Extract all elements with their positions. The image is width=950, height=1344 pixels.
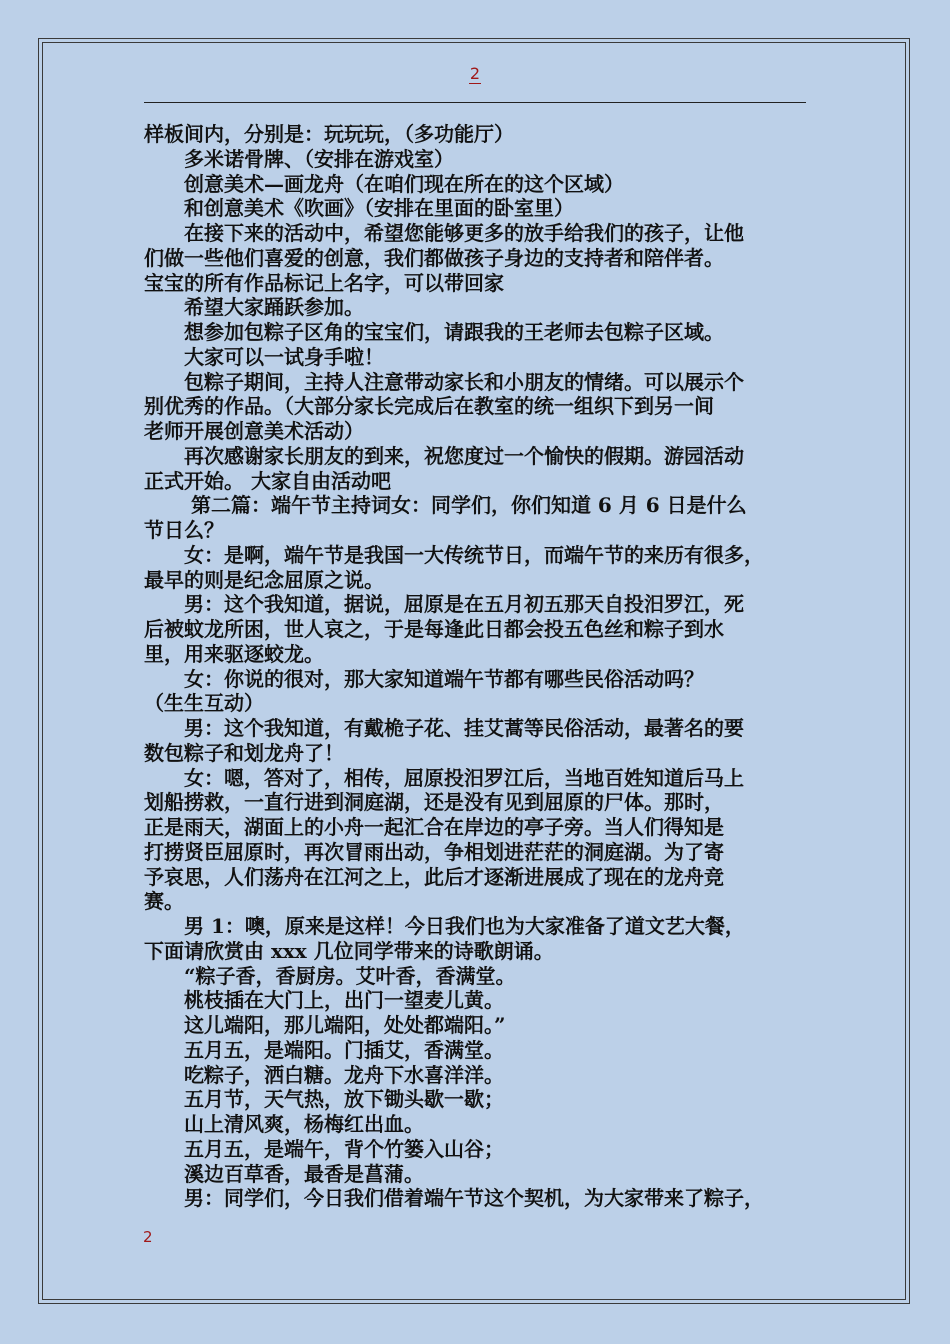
text-line: 老师开展创意美术活动） (144, 419, 364, 443)
text-line: 数包粽子和划龙舟了！ (144, 740, 344, 765)
text-line: 女：是啊，端午节是我国一大传统节日，而端午节的来历有很多， (144, 542, 764, 567)
text-line: 在接下来的活动中，希望您能够更多的放手给我们的孩子，让他 (144, 221, 744, 245)
text-line: 创意美术—画龙舟（在咱们现在所在的这个区域） (144, 171, 624, 196)
text-line: 予哀思，人们荡舟在江河之上，此后才逐渐进展成了现在的龙舟竞 (144, 864, 724, 889)
text-line: 这儿端阳，那儿端阳，处处都端阳。” (144, 1013, 506, 1037)
header-rule (144, 102, 806, 103)
text-line: 宝宝的所有作品标记上名字，可以带回家 (144, 270, 504, 295)
text-line: 男：同学们，今日我们借着端午节这个契机，为大家带来了粽子， (144, 1186, 764, 1211)
text-line: 包粽子期间，主持人注意带动家长和小朋友的情绪。可以展示个 (144, 369, 744, 394)
text-line: （生生互动） (144, 691, 264, 716)
text-line: 五月五，是端午，背个竹篓入山谷； (144, 1136, 504, 1161)
text-line: 希望大家踊跃参加。 (144, 295, 364, 320)
text-line: 第二篇：端午节主持词女：同学们，你们知道 6 月 6 日是什么 (144, 493, 747, 518)
header-page-number-text: 2 (469, 64, 481, 83)
text-line: 女：你说的很对，那大家知道端午节都有哪些民俗活动吗？ (144, 666, 704, 691)
text-line: 节日么？ (144, 518, 224, 542)
text-line: 想参加包粽子区角的宝宝们，请跟我的王老师去包粽子区域。 (144, 320, 724, 344)
text-line: 打捞贤臣屈原时，再次冒雨出动，争相划进茫茫的洞庭湖。为了寄 (144, 839, 724, 864)
text-line: 正是雨天，湖面上的小舟一起汇合在岸边的亭子旁。当人们得知是 (144, 815, 724, 839)
text-line: 最早的则是纪念屈原之说。 (144, 567, 384, 592)
text-line: 们做一些他们喜爱的创意，我们都做孩子身边的支持者和陪伴者。 (144, 245, 724, 270)
text-line: 别优秀的作品。（大部分家长完成后在教室的统一组织下到另一间 (144, 394, 714, 419)
text-line: 男：这个我知道，有戴桅子花、挂艾蒿等民俗活动，最著名的要 (144, 716, 744, 740)
text-line: 五月五，是端阳。门插艾，香满堂。 (144, 1037, 504, 1062)
text-line: 桃枝插在大门上，出门一望麦儿黄。 (144, 988, 504, 1013)
text-line: 溪边百草香，最香是菖蒲。 (144, 1161, 424, 1186)
text-line: 女：嗯，答对了，相传，屈原投汨罗江后，当地百姓知道后马上 (144, 765, 744, 790)
text-line: “粽子香，香厨房。艾叶香，香满堂。 (144, 963, 516, 988)
text-line: 五月节，天气热，放下锄头歇一歇； (144, 1087, 504, 1112)
text-line: 大家可以一试身手啦！ (144, 344, 384, 369)
text-line: 划船捞救，一直行进到洞庭湖，还是没有见到屈原的尸体。那时， (144, 790, 724, 815)
header-page-number (0, 64, 950, 83)
text-line: 再次感谢家长朋友的到来，祝您度过一个愉快的假期。游园活动 (144, 443, 744, 468)
text-line: 里，用来驱逐蛟龙。 (144, 641, 324, 666)
text-line: 吃粽子，洒白糖。龙舟下水喜洋洋。 (144, 1062, 504, 1087)
text-line: 和创意美术《吹画》（安排在里面的卧室里） (144, 196, 574, 221)
text-line: 男：这个我知道，据说，屈原是在五月初五那天自投汨罗江，死 (144, 592, 744, 617)
text-line: 下面请欣赏由 xxx 几位同学带来的诗歌朗诵。 (144, 938, 554, 963)
text-line: 后被蚊龙所困，世人哀之，于是每逢此日都会投五色丝和粽子到水 (144, 617, 724, 641)
text-line: 赛。 (144, 889, 184, 914)
text-line: 山上清风爽，杨梅红出血。 (144, 1112, 424, 1136)
text-line: 样板间内，分别是：玩玩玩，（多功能厅） (144, 122, 514, 146)
text-line: 正式开始。 大家自由活动吧 (144, 468, 391, 493)
text-line: 多米诺骨牌、（安排在游戏室） (144, 146, 454, 171)
footer-page-number: 2 (143, 1228, 153, 1246)
document-body (144, 122, 820, 1211)
text-line: 男 1：噢，原来是这样！今日我们也为大家准备了道文艺大餐， (144, 914, 745, 938)
